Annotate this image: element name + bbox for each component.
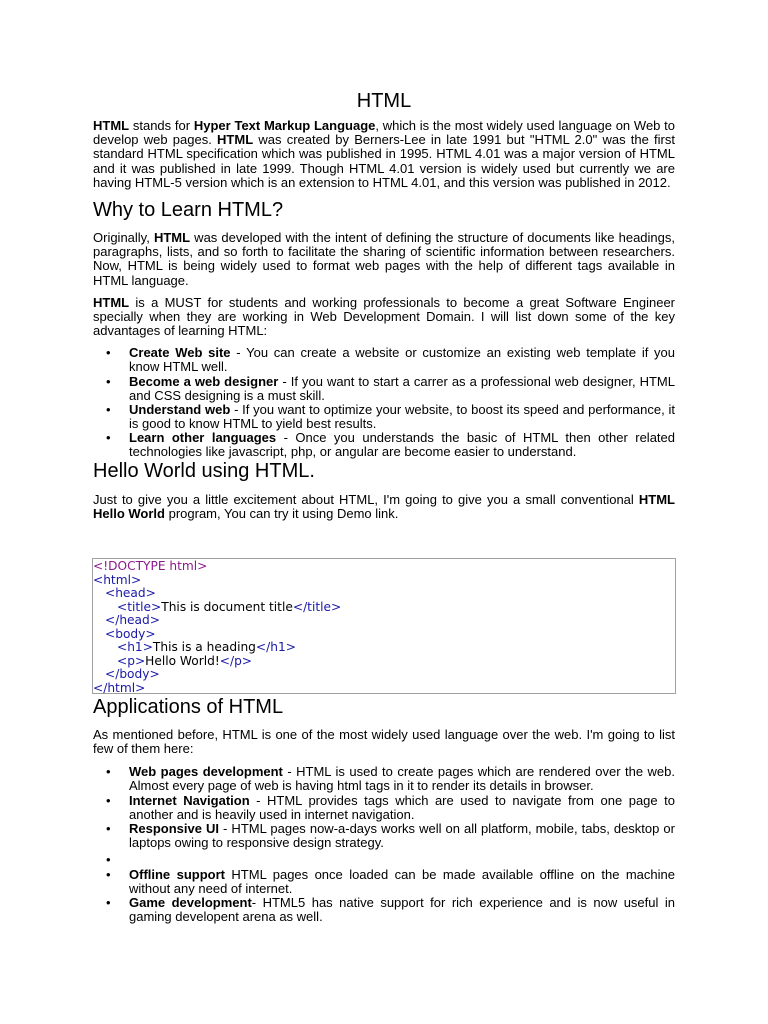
why-p2-text: is a MUST for students and working professionals to become a great Software Engineer specially when they are working in Web Development Domain. I will list down some of the key advantages of learning HTML: — [93, 295, 675, 339]
list-item — [129, 822, 675, 850]
intro-text-3: was created by Berners-Lee in late 1991 but "HTML 2.0" was the first standard HTML specification which was published in 1995. HTML 4.01 was a major version of HTML and it was published in late 1999. Though HTML 4.01 version is widely used but currently we are having HTML-5 version which is an extension to HTML 4.01, and this version was published in 2012. — [93, 132, 675, 190]
apps-intro: As mentioned before, HTML is one of the most widely used language over the web. I'm going to list few of them here: — [93, 727, 675, 757]
list-item-text: HTML pages once loaded can be made available offline on the machine without any need of internet. — [129, 867, 675, 897]
code-line — [93, 655, 675, 669]
bullet-icon: • — [106, 374, 111, 389]
why-p1-text-1: Originally, — [93, 230, 154, 245]
hello-heading: Hello World using HTML. — [93, 460, 315, 482]
list-item-text: - HTML provides tags which are used to navigate from one page to another and is heavily used in internet navigation. — [129, 793, 675, 823]
code-tag: <title> — [117, 599, 162, 614]
list-item-text: - Once you understands the basic of HTML then other related technologies like javascript, php, or angular are become easier to understand. — [129, 430, 675, 460]
bullet-icon: • — [106, 867, 111, 882]
list-item-text: - If you want to start a carrer as a professional web designer, HTML and CSS designing is a must skill. — [129, 374, 675, 404]
code-line — [93, 574, 675, 588]
code-line — [93, 560, 675, 574]
intro-paragraph — [93, 119, 675, 190]
code-tag: </html> — [93, 680, 146, 695]
code-tag: </body> — [105, 667, 160, 681]
why-p1-text-2: was developed with the intent of defining the structure of documents like headings, paragraphs, lists, and so forth to facilitate the sharing of scientific information between researchers. Now, HTML is being widely used to format web pages with the help of different tags available in HTML language. — [93, 230, 675, 288]
list-item — [129, 431, 675, 459]
bullet-icon: • — [106, 764, 111, 779]
code-line — [93, 587, 675, 601]
code-line — [93, 668, 675, 682]
list-item-bold: Responsive UI — [129, 821, 220, 836]
intro-bold-1: HTML — [93, 118, 130, 133]
code-tag: <p> — [117, 653, 146, 668]
list-item-bold: Create Web site — [129, 345, 231, 360]
bullet-icon: • — [106, 821, 111, 836]
code-text: This is a heading — [152, 640, 256, 654]
why-paragraph-1 — [93, 231, 675, 288]
hello-bold: HTML Hello World — [93, 492, 675, 522]
bullet-icon: • — [106, 895, 111, 910]
code-line — [93, 682, 675, 696]
code-text: This is document title — [161, 599, 293, 614]
list-item — [129, 868, 675, 896]
intro-bold-3: HTML — [217, 132, 254, 148]
list-item-bold: Offline support — [129, 867, 225, 882]
code-tag: <html> — [93, 572, 142, 587]
hello-text-2: program, You can try it using Demo link. — [164, 506, 399, 522]
list-item — [129, 403, 675, 431]
bullet-icon: • — [106, 793, 111, 808]
code-block — [92, 558, 676, 694]
why-p1-bold: HTML — [153, 230, 191, 245]
bullet-icon: • — [106, 852, 111, 867]
code-line — [93, 601, 675, 615]
list-item-text: - You can create a website or customize an existing web template if you know HTML well. — [129, 345, 676, 375]
why-paragraph-2 — [93, 296, 675, 339]
list-item — [129, 346, 675, 374]
list-item-bold: Web pages development — [129, 764, 283, 779]
list-item-text: - If you want to optimize your website, to boost its speed and performance, it is good to know HTML to yield best results. — [129, 402, 675, 432]
code-tag: </title> — [292, 599, 342, 614]
list-item-bold: Learn other languages — [129, 430, 277, 445]
list-item — [129, 765, 675, 793]
code-tag: </head> — [105, 613, 160, 627]
code-text: Hello World! — [145, 653, 220, 668]
list-item-text: - HTML5 has native support for rich experience and is now useful in gaming developent arena as well. — [129, 895, 675, 925]
why-p2-bold: HTML — [93, 295, 130, 310]
list-item-text: - HTML pages now-a-days works well on all platform, mobile, tabs, desktop or laptops owing to responsive design strategy. — [129, 821, 675, 851]
list-item-text: - HTML is used to create pages which are rendered over the web. Almost every page of web is having html tags in it to render its details in browser. — [129, 764, 675, 794]
list-item — [129, 794, 675, 822]
list-item — [129, 896, 675, 924]
code-line — [93, 641, 675, 655]
intro-text-2: , which is the most widely used language on Web to develop web pages. — [93, 118, 676, 148]
list-item-bold: Internet Navigation — [129, 793, 250, 808]
code-tag: <head> — [105, 586, 156, 600]
why-heading: Why to Learn HTML? — [93, 199, 284, 221]
hello-paragraph — [93, 493, 675, 521]
list-item-bold: Understand web — [129, 402, 231, 417]
list-item-bold: Become a web designer — [129, 374, 279, 389]
intro-bold-2: Hyper Text Markup Language — [193, 118, 376, 133]
code-line — [93, 628, 675, 642]
code-tag: </h1> — [255, 640, 296, 654]
apps-heading: Applications of HTML — [93, 696, 284, 718]
bullet-icon: • — [106, 345, 111, 360]
code-tag: </p> — [219, 653, 253, 668]
code-tag: <h1> — [117, 640, 153, 654]
bullet-icon: • — [106, 402, 111, 417]
intro-text-1: stands for — [129, 118, 194, 133]
hello-text-1: Just to give you a little excitement about HTML, I'm going to give you a small conventional — [93, 492, 639, 507]
bullet-icon: • — [106, 430, 111, 445]
page-title: HTML — [356, 90, 412, 112]
list-item-bold: Game development — [129, 895, 252, 910]
list-item — [129, 375, 675, 403]
code-line — [93, 614, 675, 628]
code-tag: <body> — [105, 626, 156, 641]
code-doctype: <!DOCTYPE html> — [93, 559, 208, 573]
